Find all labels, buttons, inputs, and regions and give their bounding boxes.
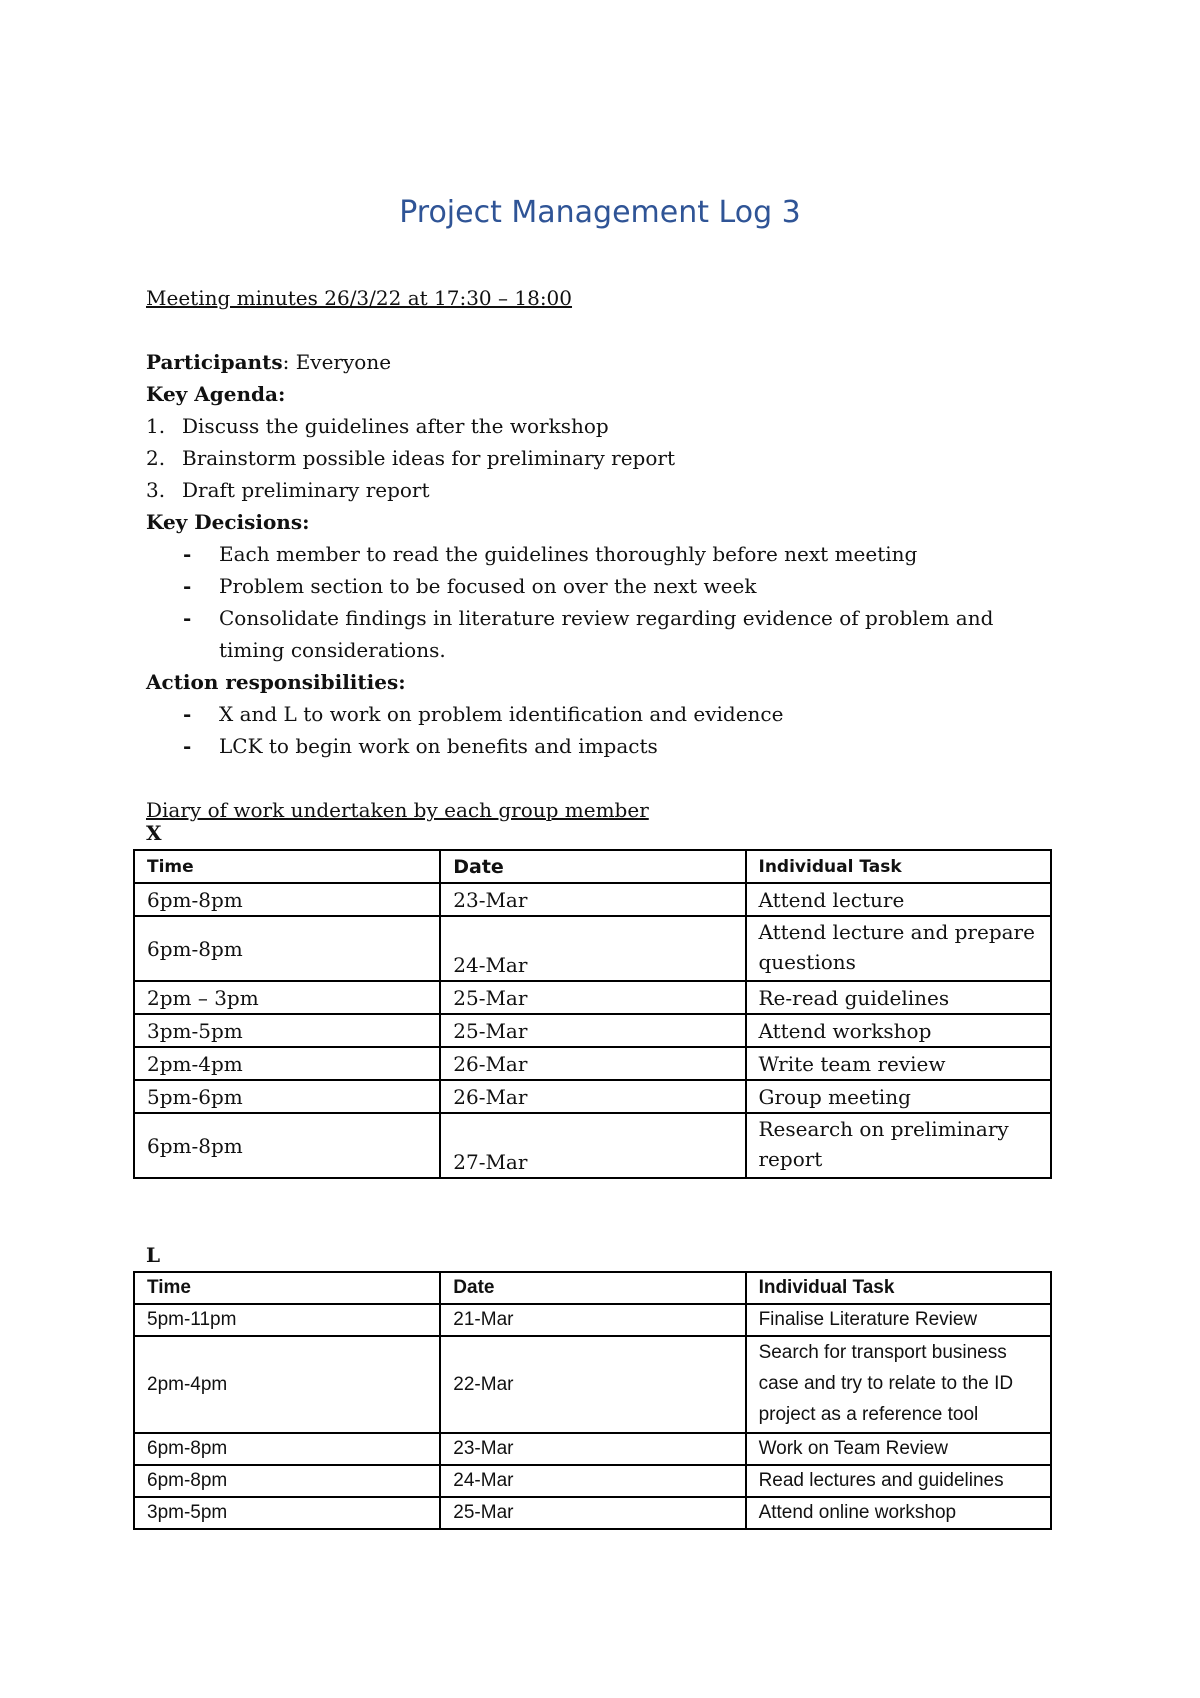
cell-date: 25-Mar [440,981,745,1014]
header-task: Individual Task [746,850,1052,883]
list-item: - LCK to begin work on benefits and impacts [183,734,658,758]
cell-date: 25-Mar [440,1497,745,1529]
list-item: 3. Draft preliminary report [146,478,430,502]
cell-task: Research on preliminary report [746,1113,1052,1178]
cell-date: 23-Mar [440,883,745,916]
cell-date: 24-Mar [440,1465,745,1497]
actions-label: Action responsibilities: [146,670,406,694]
table-row [134,883,1051,916]
agenda-label: Key Agenda: [146,382,286,406]
list-item: - Consolidate findings in literature review regarding evidence of problem and timing considerations. [183,606,994,662]
table-row [134,1336,1051,1433]
cell-time: 6pm-8pm [134,883,440,916]
member-x-label: X [146,821,162,845]
page-title: Project Management Log 3 [399,195,801,230]
table-row [134,1465,1051,1497]
cell-task: Group meeting [746,1080,1052,1113]
table-row [134,1497,1051,1529]
participants-value: : Everyone [282,350,392,374]
table-row [134,1014,1051,1047]
list-item: 2. Brainstorm possible ideas for preliminary report [146,446,675,470]
cell-time: 2pm-4pm [134,1047,440,1080]
cell-date: 23-Mar [440,1433,745,1465]
cell-task: Attend lecture and prepare questions [746,916,1052,981]
cell-date: 26-Mar [440,1080,745,1113]
list-item: 1. Discuss the guidelines after the workshop [146,414,609,438]
cell-task: Work on Team Review [746,1433,1051,1465]
member-l-label: L [146,1243,161,1267]
cell-date: 21-Mar [440,1304,745,1336]
cell-date: 25-Mar [440,1014,745,1047]
table-header-row [134,850,1051,883]
cell-time: 6pm-8pm [134,1465,440,1497]
decisions-list [146,538,1066,666]
header-time: Time [134,1272,440,1304]
cell-time: 5pm-11pm [134,1304,440,1336]
agenda-list [146,410,1066,506]
actions-list [146,698,1066,762]
cell-time: 2pm – 3pm [134,981,440,1014]
cell-task: Read lectures and guidelines [746,1465,1051,1497]
table-row [134,916,1051,981]
cell-time: 3pm-5pm [134,1014,440,1047]
table-row [134,1304,1051,1336]
cell-date: 22-Mar [440,1336,745,1433]
cell-task: Attend lecture [746,883,1052,916]
decisions-label: Key Decisions: [146,510,310,534]
header-task: Individual Task [746,1272,1051,1304]
header-time: Time [134,850,440,883]
table-row [134,1080,1051,1113]
cell-date: 26-Mar [440,1047,745,1080]
meeting-minutes [146,282,1066,826]
participants-label: Participants [146,350,283,374]
table-row [134,1047,1051,1080]
table-row [134,1113,1051,1178]
header-date: Date [440,1272,745,1304]
cell-task: Search for transport business case and try to relate to the ID project as a reference tool [746,1336,1051,1433]
header-date: Date [440,850,745,883]
meeting-heading: Meeting minutes 26/3/22 at 17:30 – 18:00 [146,286,573,310]
list-item: - X and L to work on problem identification and evidence [183,702,784,726]
cell-task: Re-read guidelines [746,981,1052,1014]
list-item: - Each member to read the guidelines thoroughly before next meeting [183,542,918,566]
table-header-row [134,1272,1051,1304]
diary-heading: Diary of work undertaken by each group member [146,798,649,822]
member-x-table [133,849,1052,1179]
table-row [134,1433,1051,1465]
table-row [134,981,1051,1014]
cell-task: Attend online workshop [746,1497,1051,1529]
participants-line [146,346,1066,378]
cell-time: 6pm-8pm [134,1433,440,1465]
cell-time: 5pm-6pm [134,1080,440,1113]
cell-task: Write team review [746,1047,1052,1080]
member-l-table [133,1271,1052,1530]
cell-time: 2pm-4pm [134,1336,440,1433]
cell-time: 6pm-8pm [134,916,440,981]
cell-time: 3pm-5pm [134,1497,440,1529]
cell-task: Attend workshop [746,1014,1052,1047]
list-item: - Problem section to be focused on over the next week [183,574,757,598]
cell-date: 24-Mar [440,916,745,981]
cell-time: 6pm-8pm [134,1113,440,1178]
cell-date: 27-Mar [440,1113,745,1178]
cell-task: Finalise Literature Review [746,1304,1051,1336]
